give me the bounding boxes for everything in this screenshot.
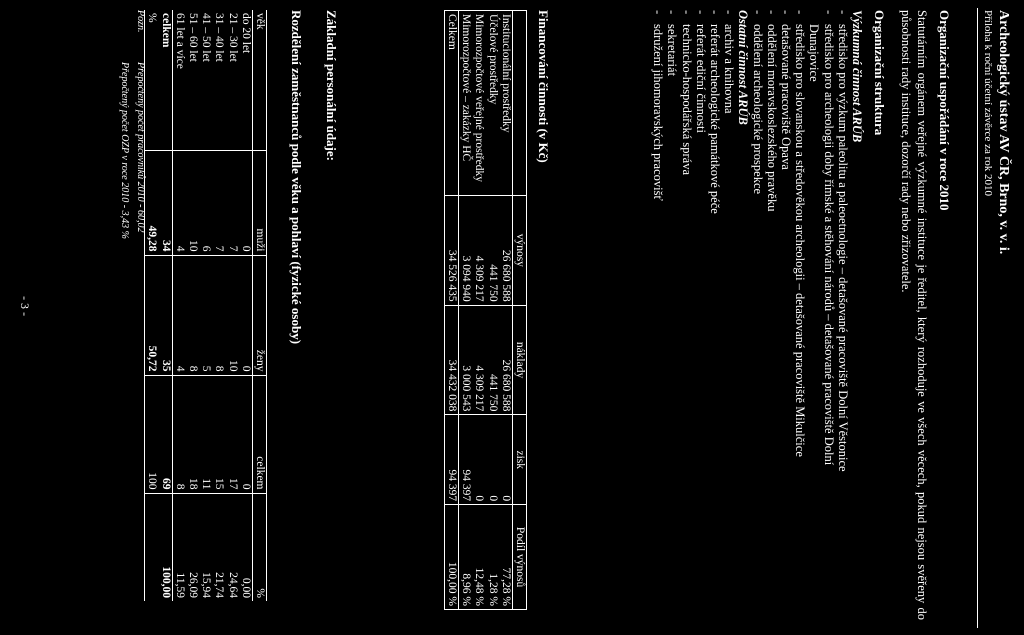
footnote-label: Pozn. — [135, 10, 146, 33]
table-cell: 10 — [225, 255, 238, 375]
column-header: náklady — [512, 305, 526, 415]
list-item: - středisko pro výzkum paleolitu a paleoetnologie – detašované pracoviště Dolní Věstonice — [835, 10, 850, 472]
table-row — [199, 10, 212, 601]
section-heading-financing: Financování činnosti (v Kč) — [536, 10, 551, 163]
table-cell: 4 — [172, 150, 186, 255]
table-cell: 0 — [239, 375, 253, 493]
column-header — [512, 11, 526, 196]
table-cell: 7 — [212, 150, 225, 255]
table-cell: 34 432 038 — [444, 305, 458, 415]
table-cell: 5 — [199, 255, 212, 375]
list-item: Dunajovice — [807, 24, 822, 82]
table-cell: 21 – 30 let — [225, 10, 238, 150]
financing-table — [444, 10, 527, 610]
table-cell: 100,00 % — [444, 505, 458, 610]
footnote-line-2: Přepočtený počet OZP v roce 2010 - 3,43 % — [119, 62, 130, 239]
table-cell: 21,74 — [213, 572, 226, 598]
table-row — [239, 10, 253, 601]
table-row — [186, 10, 199, 601]
table-cell: 100 — [145, 375, 159, 493]
table-cell: 26,09 — [186, 572, 199, 598]
document-header-title: Archeologický ústav AV ČR, Brno, v. v. i. — [996, 10, 1011, 255]
table-cell: celkem — [158, 10, 172, 150]
table-cell: 51 – 60 let — [186, 10, 199, 150]
table-cell: 69 — [158, 375, 172, 493]
table-row — [485, 11, 498, 610]
table-cell: 41 – 50 let — [199, 10, 212, 150]
column-header: muži — [252, 150, 266, 255]
list-item: - detašované pracoviště Opava — [778, 10, 793, 170]
table-cell: 11,59 — [173, 572, 186, 598]
group-title-research: Výzkumná činnost ARÚB — [850, 10, 864, 143]
section-subheading-age-gender: Rozdělení zaměstnanců podle věku a pohlaví (fyzické osoby) — [289, 10, 304, 345]
column-header: ženy — [252, 255, 266, 375]
table-header-row — [512, 11, 526, 610]
table-cell: 441 750 — [485, 195, 498, 305]
table-total-row — [444, 11, 458, 610]
document-header-subtitle: Příloha k roční účetní závěrce za rok 2010 — [982, 10, 994, 197]
table-cell: 31 – 40 let — [212, 10, 225, 150]
table-cell: 26 680 588 — [499, 305, 513, 415]
table-cell: 4 — [172, 255, 186, 375]
table-cell: 8 — [186, 255, 199, 375]
table-cell: 17 — [225, 375, 238, 493]
table-cell: 100,00 — [158, 493, 172, 601]
column-header: % — [252, 493, 266, 601]
list-item: - referát ediční činnosti — [693, 10, 708, 133]
column-header: výnosy — [512, 195, 526, 305]
table-cell: 0,00 — [239, 577, 252, 598]
table-cell: 3 094 940 — [458, 195, 472, 305]
footnote-line-1: Přepočtený počet pracovníků 2010 - 60,02 — [135, 62, 146, 233]
table-cell: Celkem — [444, 11, 458, 196]
list-item: - oddělení moravskoslezského pravěku — [764, 10, 779, 212]
structure-list — [651, 10, 864, 620]
table-cell: do 20 let — [239, 10, 253, 150]
table-cell: 49,28 — [145, 150, 159, 255]
table-row — [458, 11, 472, 610]
table-row — [212, 10, 225, 601]
table-cell: 0 — [499, 415, 513, 505]
table-row — [499, 11, 513, 610]
table-cell: 4 309 217 — [472, 305, 485, 415]
column-header: celkem — [252, 375, 266, 493]
table-cell: 15 — [212, 375, 225, 493]
column-header: zisk — [512, 415, 526, 505]
table-cell: 10 — [186, 150, 199, 255]
table-cell: Mimorozpočtové – zakázky HČ — [458, 11, 472, 196]
list-item: - sdružení jihomoravských pracovišť — [651, 10, 666, 201]
group-title-other: Ostatní činnost ARÚB — [736, 10, 751, 125]
table-cell: 4 309 217 — [472, 195, 485, 305]
table-row — [225, 10, 238, 601]
table-cell: 94 397 — [458, 415, 472, 505]
statutory-paragraph: Statutárním orgánem veřejné výzkumné instituce je ředitel, který rozhoduje ve všech věcech, pokud nejsou svěřeny do působnosti rady instituce, dozorčí rady nebo zřizovatele. — [899, 10, 929, 620]
table-cell: 15,94 — [200, 572, 213, 598]
list-item: - sekretariát — [665, 10, 680, 77]
table-cell: 11 — [199, 375, 212, 493]
table-cell: 18 — [186, 375, 199, 493]
table-cell: 50,72 — [145, 255, 159, 375]
table-cell: 34 — [158, 150, 172, 255]
table-cell: 61 let a více — [172, 10, 186, 150]
section-heading-personnel: Základní personální údaje: — [324, 10, 339, 161]
table-cell: 8 — [212, 255, 225, 375]
table-cell: 34 526 435 — [444, 195, 458, 305]
table-row — [172, 10, 186, 601]
header-divider — [977, 8, 978, 628]
table-cell — [145, 493, 159, 601]
column-header: Podíl výnosů — [512, 505, 526, 610]
table-cell: 24,64 — [226, 572, 239, 598]
table-header-row — [252, 10, 266, 601]
table-cell: 26 680 588 — [499, 195, 513, 305]
table-cell: Mimorozpočtové veřejné prostředky — [472, 11, 485, 196]
table-cell: Institucionální prostředky — [499, 11, 513, 196]
table-cell: 441 750 — [485, 305, 498, 415]
column-header: věk — [252, 10, 266, 150]
table-cell: 94 397 — [444, 415, 458, 505]
table-cell: 12,48 % — [473, 567, 486, 606]
list-item: - středisko pro archeologii doby římské a stěhování národů – detašované pracoviště Dolní — [821, 10, 836, 466]
section-heading-organization: Organizační uspořádání v roce 2010 — [937, 10, 952, 211]
age-gender-table — [144, 10, 267, 601]
table-total-row — [158, 10, 172, 601]
list-item: - středisko pro slovanskou a středověkou archeologii – detašované pracoviště Mikulčice — [793, 10, 808, 457]
table-cell: 3 000 543 — [458, 305, 472, 415]
table-cell: 35 — [158, 255, 172, 375]
list-item: - referát archeologické památkové péče — [707, 10, 722, 214]
table-cell: 8,96 % — [460, 573, 473, 606]
table-cell: 1,28 % — [486, 573, 499, 606]
table-cell: Účelové prostředky — [485, 11, 498, 196]
table-cell: 0 — [472, 415, 485, 505]
table-cell: 0 — [239, 150, 253, 255]
table-row — [472, 11, 485, 610]
table-cell: 0 — [239, 255, 253, 375]
list-item: - archiv a knihovna — [722, 10, 737, 114]
table-cell: 77,28 % — [499, 567, 512, 606]
section-heading-structure: Organizační struktura — [872, 10, 887, 136]
list-item: - technicko-hospodářská správa — [679, 10, 694, 175]
page-number: - 3 - — [18, 296, 32, 316]
table-cell: 7 — [225, 150, 238, 255]
table-cell: % — [145, 10, 159, 150]
table-cell: 6 — [199, 150, 212, 255]
table-cell: 0 — [485, 415, 498, 505]
table-cell: 8 — [172, 375, 186, 493]
list-item: - oddělení archeologické prospekce — [750, 10, 765, 195]
table-percent-row — [145, 10, 159, 601]
